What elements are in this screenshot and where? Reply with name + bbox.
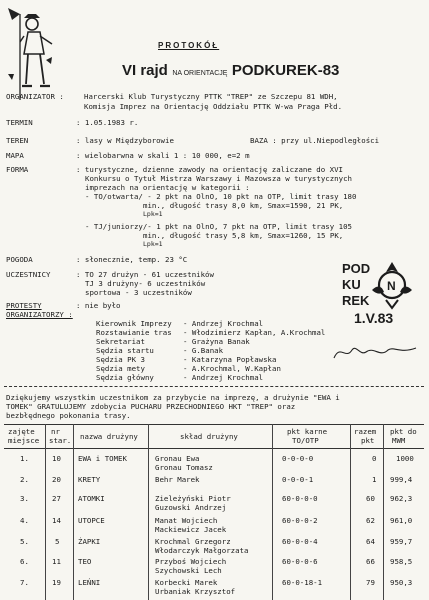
row-penalty: 0-0-0-0 xyxy=(282,454,314,463)
row-team: UTOPCE xyxy=(78,516,105,525)
row-mwm: 958,5 xyxy=(390,557,413,566)
row-penalty: 60-0-0-4 xyxy=(282,537,318,546)
row-member: Behr Marek xyxy=(155,475,200,484)
row-team: LEŃNI xyxy=(78,578,101,587)
row-mwm: 961,0 xyxy=(390,516,413,525)
organizer-name: - Katarzyna Popławska xyxy=(183,355,277,364)
row-penalty: 60-0-0-0 xyxy=(282,494,318,503)
stamp-date: 1.V.83 xyxy=(354,310,394,326)
col-divider xyxy=(383,424,384,600)
header-total: razem xyxy=(354,427,377,436)
row-nr: 10 xyxy=(52,454,61,463)
header-mwm: MWM xyxy=(392,436,406,445)
row-member: Guzowski Andrzej xyxy=(155,503,227,512)
row-total: 0 xyxy=(372,454,377,463)
thanks-line: bezbłędnego pokonania trasy. xyxy=(6,411,131,420)
info-value-form-6: Lpk=1 xyxy=(143,210,163,218)
row-member: Mackiewicz Jacek xyxy=(155,525,227,534)
row-member: Korbecki Marek xyxy=(155,578,218,587)
row-member: Urbaniak Krzysztof xyxy=(155,587,236,596)
table-top-border xyxy=(4,424,424,425)
info-value-form-8: min., długość trasy 5,8 km, Smax=1260, 15 PK, xyxy=(143,231,344,240)
info-value-form-1: : turystyczne, dzienne zawody na orientację zaliczane do XVI xyxy=(76,165,343,174)
header-nr: nr xyxy=(51,427,60,436)
header-members: skład drużyny xyxy=(180,432,238,441)
row-nr: 27 xyxy=(52,494,61,503)
info-label-form: FORMA xyxy=(6,165,29,174)
header-mwm: pkt do xyxy=(390,427,417,436)
row-place: 7. xyxy=(20,578,29,587)
row-total: 1 xyxy=(372,475,377,484)
info-label-organizer: ORGANIZATOR : xyxy=(6,92,64,101)
row-total: 66 xyxy=(366,557,375,566)
row-place: 5. xyxy=(20,537,29,546)
organizer-name: - Andrzej Krochmal xyxy=(183,319,264,328)
row-mwm: 962,3 xyxy=(390,494,413,503)
info-label-map: MAPA xyxy=(6,151,24,160)
row-member: Manat Wojciech xyxy=(155,516,218,525)
organizer-role: Sędzia startu xyxy=(96,346,154,355)
info-value-date: : 1.05.1983 r. xyxy=(76,118,139,127)
row-mwm: 959,7 xyxy=(390,537,413,546)
protocol-heading: PROTOKÓŁ xyxy=(158,41,220,50)
row-team: KRETY xyxy=(78,475,101,484)
row-member: Gronau Ewa xyxy=(155,454,200,463)
stamp-line-1: POD xyxy=(342,261,371,276)
row-team: ATOMKI xyxy=(78,494,105,503)
organizer-role: Sekretariat xyxy=(96,337,145,346)
row-nr: 5 xyxy=(55,537,60,546)
scout-logo xyxy=(6,4,64,104)
organizer-name: - Andrzej Krochmal xyxy=(183,373,264,382)
thanks-line: TOMEK" GRATULUJEMY zdobycia PUCHARU PRZECHODNIEGO HKT "TREP" oraz xyxy=(6,402,296,411)
header-total: pkt xyxy=(361,436,375,445)
header-place: zajęte xyxy=(8,427,35,436)
row-place: 4. xyxy=(20,516,29,525)
organizer-role: Sędzia mety xyxy=(96,364,145,373)
stamp-line-3: REK xyxy=(342,293,370,308)
info-label-organizers: ORGANIZATORZY : xyxy=(6,310,73,319)
info-value-weather: : słonecznie, temp. 23 °C xyxy=(76,255,188,264)
col-divider xyxy=(45,424,46,600)
row-team: ŻAPKI xyxy=(78,537,101,546)
info-value-organizer-1: Harcerski Klub Turystyczny PTTK "TREP" ze Szczepu 81 WDH, xyxy=(84,92,338,101)
organizer-name: - G.Banak xyxy=(183,346,224,355)
row-total: 60 xyxy=(366,494,375,503)
info-label-weather: POGODA xyxy=(6,255,33,264)
table-header-border xyxy=(4,448,424,449)
col-divider xyxy=(73,424,74,600)
organizer-role: Rozstawianie tras xyxy=(96,328,172,337)
organizer-name: - Włodzimierz Kapłan, A.Krochmal xyxy=(183,328,326,337)
row-penalty: 60-0-0-6 xyxy=(282,557,318,566)
info-value-form-3: imprezach na orientację w kategorii : xyxy=(85,183,250,192)
header-team: nazwa drużyny xyxy=(80,432,138,441)
row-penalty: 60-0-18-1 xyxy=(282,578,323,587)
row-total: 64 xyxy=(366,537,375,546)
row-team: EWA i TOMEK xyxy=(78,454,127,463)
section-separator xyxy=(4,386,424,387)
row-nr: 20 xyxy=(52,475,61,484)
info-value-base: BAZA : przy ul.Niepodległości xyxy=(250,136,380,145)
info-value-participants-2: TJ 3 drużyny- 6 uczestników xyxy=(85,279,206,288)
organizer-role: Sędzia PK 3 xyxy=(96,355,145,364)
row-member: Zieleżyński Piotr xyxy=(155,494,231,503)
compass-lily-icon xyxy=(368,260,416,310)
row-place: 1. xyxy=(20,454,29,463)
info-value-form-4: - TO/otwarta/ - 2 pkt na OlnO, 10 pkt na OTP, limit trasy 180 xyxy=(85,192,357,201)
row-member: Szychowski Lech xyxy=(155,566,222,575)
info-value-form-7: - TJ/juniorzy/- 1 pkt na OlnO, 7 pkt na OTP, limit trasy 105 xyxy=(85,222,352,231)
info-label-terrain: TEREN xyxy=(6,136,29,145)
title-part-3: PODKUREK-83 xyxy=(231,62,340,79)
row-nr: 11 xyxy=(52,557,61,566)
organizer-role: Sędzia główny xyxy=(96,373,154,382)
info-value-terrain: : lasy w Międzyborowie xyxy=(76,136,174,145)
col-divider xyxy=(350,424,351,600)
stamp-line-2: KU xyxy=(342,277,361,292)
row-total: 79 xyxy=(366,578,375,587)
header-nr: star. xyxy=(49,436,72,445)
row-member: Gronau Tomasz xyxy=(155,463,213,472)
info-value-organizer-2: Komisja Imprez na Orientację Oddziału PTTK W-wa Praga Płd. xyxy=(84,102,343,111)
thanks-line: Dziękujemy wszystkim uczestnikom za przybycie na imprezę, a drużynie "EWA i xyxy=(6,393,340,402)
info-value-form-2: Konkursu o Tytuł Mistrza Warszawy i Mazowsza w turystycznych xyxy=(85,174,352,183)
info-label-protests: PROTESTY xyxy=(6,301,42,310)
info-label-date: TERMIN xyxy=(6,118,33,127)
row-place: 3. xyxy=(20,494,29,503)
row-member: Przyboś Wojciech xyxy=(155,557,227,566)
title-part-1: VI rajd xyxy=(122,62,168,79)
row-mwm: 950,3 xyxy=(390,578,413,587)
info-label-participants: UCZESTNICY xyxy=(6,270,51,279)
row-team: TEO xyxy=(78,557,92,566)
organizer-role: Kierownik Imprezy xyxy=(96,319,172,328)
row-penalty: 0-0-0-1 xyxy=(282,475,314,484)
event-title xyxy=(122,63,339,78)
header-penalty: pkt karne xyxy=(287,427,328,436)
row-place: 2. xyxy=(20,475,29,484)
info-value-form-9: Lpk=1 xyxy=(143,240,163,248)
info-value-protests: : nie było xyxy=(76,301,121,310)
title-part-2: NA ORIENTACJĘ xyxy=(172,70,228,77)
info-value-map: : wielobarwna w skali 1 : 10 000, e=2 m xyxy=(76,151,250,160)
row-penalty: 60-0-0-2 xyxy=(282,516,318,525)
row-place: 6. xyxy=(20,557,29,566)
svg-text:N: N xyxy=(387,279,396,293)
row-nr: 14 xyxy=(52,516,61,525)
info-value-participants-1: : TO 27 drużyn - 61 uczestników xyxy=(76,270,214,279)
organizer-name: - Grażyna Banak xyxy=(183,337,250,346)
row-mwm: 999,4 xyxy=(390,475,413,484)
row-member: Włodarczyk Małgorzata xyxy=(155,546,249,555)
info-value-participants-3: sportowa - 3 uczestników xyxy=(85,288,192,297)
col-divider xyxy=(272,424,273,600)
header-penalty: TO/OTP xyxy=(292,436,319,445)
header-place: miejsce xyxy=(8,436,40,445)
col-divider xyxy=(148,424,149,600)
signature xyxy=(330,340,420,364)
row-mwm: 1000 xyxy=(396,454,414,463)
row-total: 62 xyxy=(366,516,375,525)
info-value-form-5: min., długość trasy 8,0 km, Smax=1590, 21 PK, xyxy=(143,201,344,210)
row-member: Krochmal Grzegorz xyxy=(155,537,231,546)
organizer-name: - A.Krochmal, W.Kapłan xyxy=(183,364,281,373)
row-nr: 19 xyxy=(52,578,61,587)
